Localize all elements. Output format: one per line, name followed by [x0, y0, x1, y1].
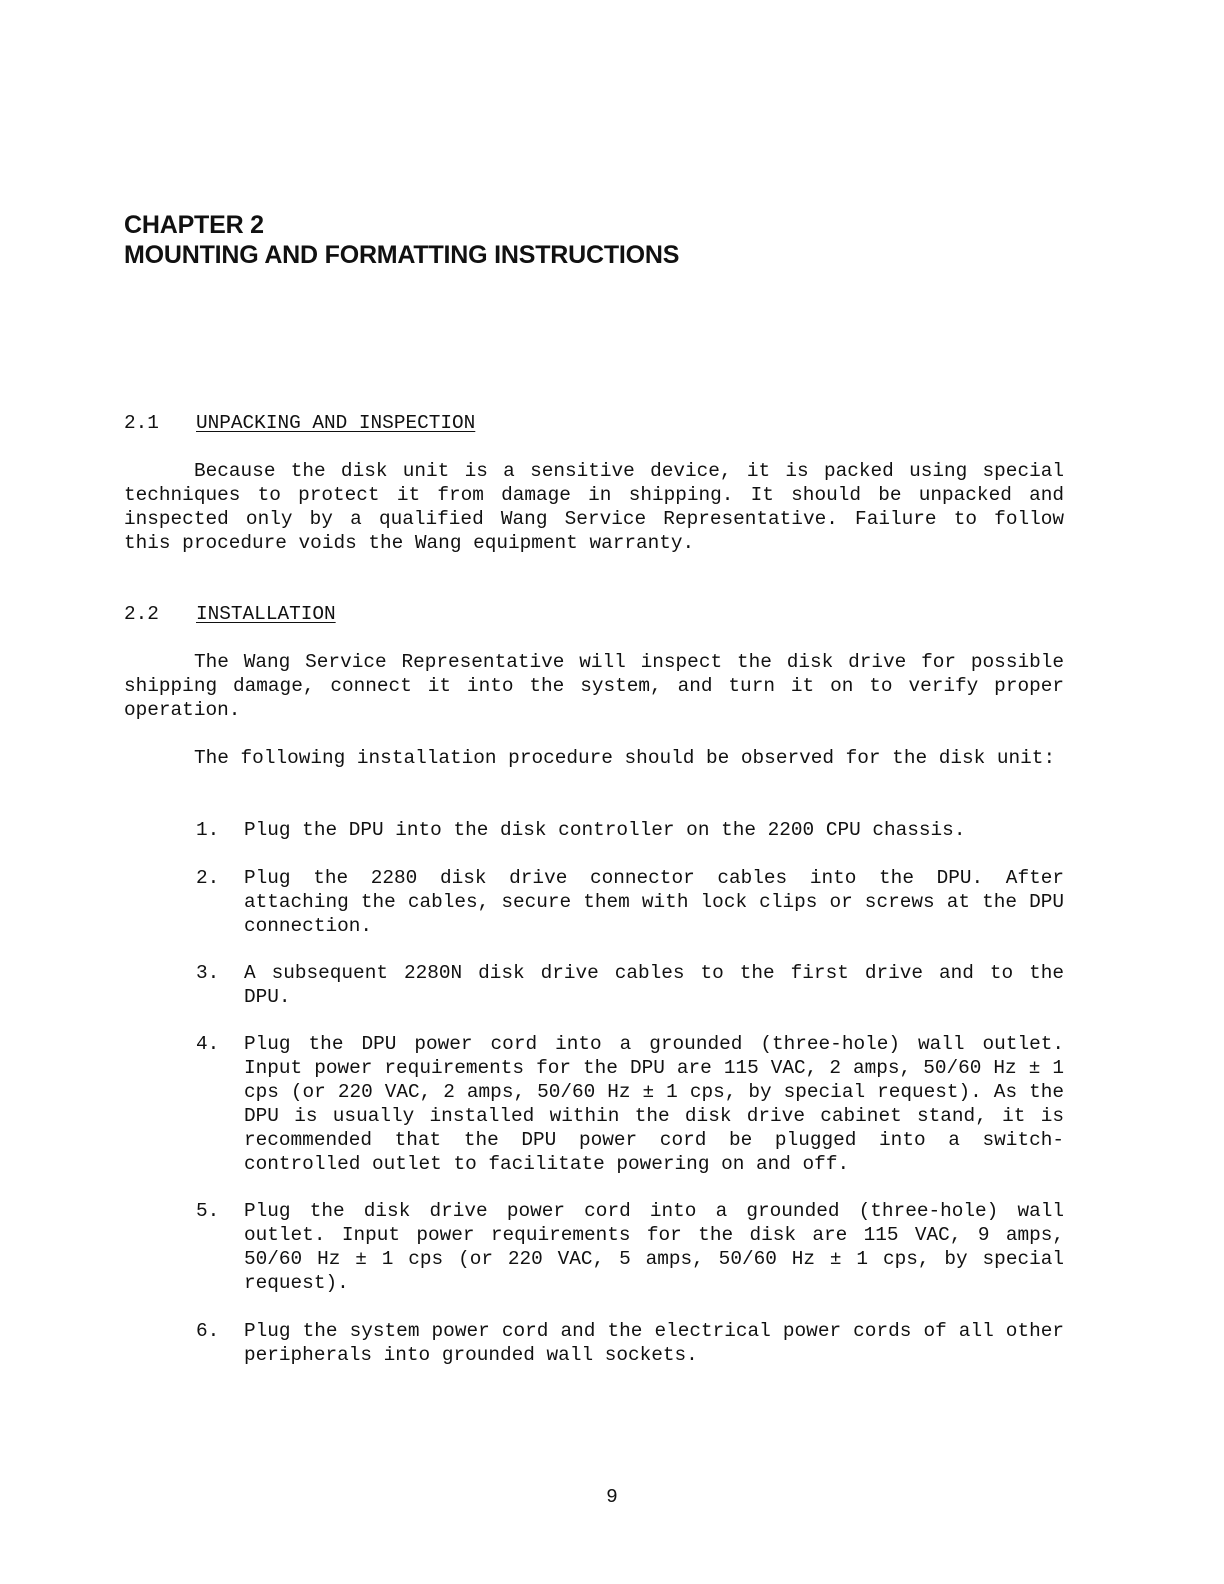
chapter-title: MOUNTING AND FORMATTING INSTRUCTIONS — [124, 241, 680, 269]
paragraph-procedure-intro: The following installation procedure should be observed for the disk unit: — [194, 747, 1056, 769]
list-item-number: 2. — [196, 867, 220, 889]
list-item-text: Plug the disk drive power cord into a grounded (three-hole) wall outlet. Input power requirements for the disk are 115 VAC, 9 amps, 50/60 Hz ± 1 cps (or 220 VAC, 5 amps, 50/60 Hz ± 1 cps, by special request). — [244, 1200, 1064, 1294]
list-item-number: 4. — [196, 1033, 220, 1055]
list-item-text: Plug the DPU into the disk controller on the 2200 CPU chassis. — [244, 819, 966, 841]
section-number: 2.1 — [124, 412, 159, 434]
paragraph-unpacking: Because the disk unit is a sensitive device, it is packed using special techniques to protect it from damage in shipping. It should be unpacked and inspected only by a qualified Wang Service Representative. Failure to follow this procedure voids the Wang equipment warranty. — [124, 460, 1064, 554]
section-number: 2.2 — [124, 603, 159, 625]
section-title: UNPACKING AND INSPECTION — [196, 412, 476, 434]
list-item — [196, 1033, 1064, 1176]
list-item-text: Plug the 2280 disk drive connector cables into the DPU. After attaching the cables, secure them with lock clips or screws at the DPU connection. — [244, 867, 1064, 937]
list-item-number: 1. — [196, 819, 220, 841]
list-item-text: Plug the system power cord and the electrical power cords of all other peripherals into grounded wall sockets. — [244, 1320, 1064, 1366]
list-item-number: 3. — [196, 962, 220, 984]
chapter-heading — [124, 210, 679, 270]
list-item — [196, 819, 1064, 843]
chapter-label: CHAPTER 2 — [124, 211, 264, 239]
section-heading-2-2 — [124, 603, 336, 627]
list-item — [196, 1320, 1064, 1368]
page-number: 9 — [606, 1486, 618, 1508]
list-item-text: Plug the DPU power cord into a grounded (three-hole) wall outlet. Input power requirements for the DPU are 115 VAC, 2 amps, 50/60 Hz ± 1 cps (or 220 VAC, 2 amps, 50/60 Hz ± 1 cps, by special request). As the DPU is usually installed within the disk drive cabinet stand, it is recommended that the DPU power cord be plugged into a switch-controlled outlet to facilitate powering on and off. — [244, 1033, 1064, 1175]
paragraph-installation-intro: The Wang Service Representative will inspect the disk drive for possible shipping damage, connect it into the system, and turn it on to verify proper operation. — [124, 651, 1064, 721]
list-item-number: 6. — [196, 1320, 220, 1342]
list-item — [196, 867, 1064, 939]
list-item — [196, 962, 1064, 1010]
list-item-number: 5. — [196, 1200, 220, 1222]
list-item-text: A subsequent 2280N disk drive cables to the first drive and to the DPU. — [244, 962, 1064, 1008]
section-heading-2-1 — [124, 412, 475, 436]
list-item — [196, 1200, 1064, 1296]
section-title: INSTALLATION — [196, 603, 336, 625]
